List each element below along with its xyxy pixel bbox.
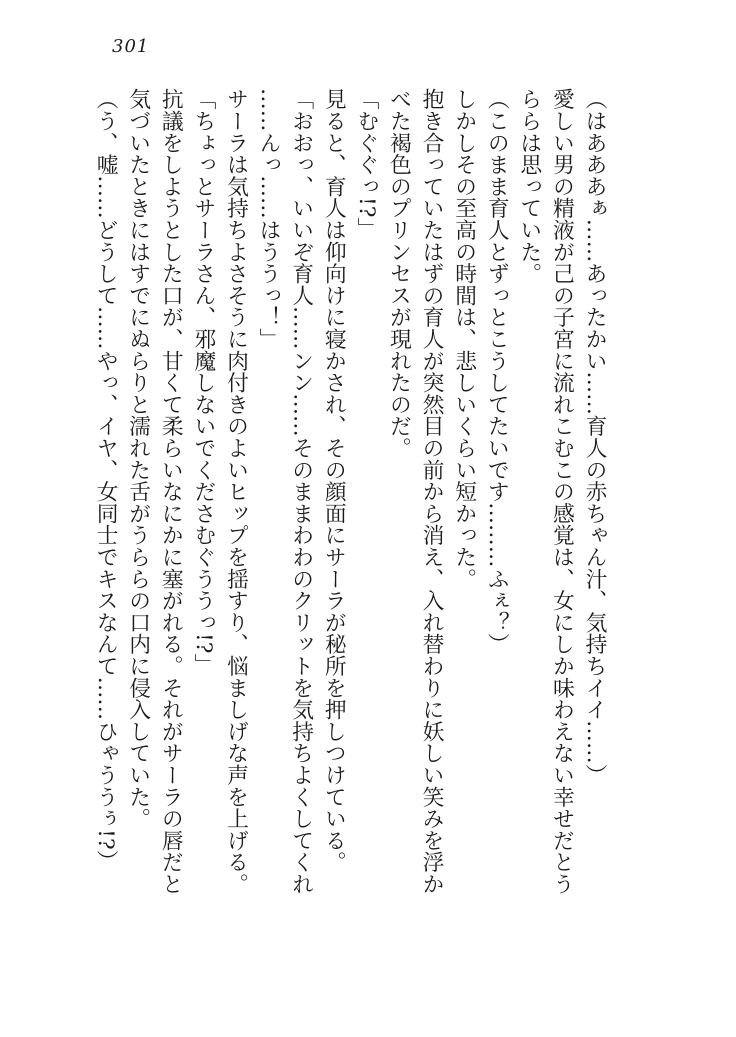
text-line: （はあああぁ……あったかい……育人の赤ちゃん汁、気持ちイイ……） <box>582 88 607 786</box>
text-line: サーラは気持ちよさそうに肉付きのよいヒップを揺すり、悩ましげな声を上げる。 <box>223 88 249 895</box>
text-line: 見ると、育人は仰向けに寝かされ、その顔面にサーラが秘所を押しつけている。 <box>321 88 347 873</box>
text-line: 「ちょっとサーラさん、邪魔しないでくださむぐううっ!?」 <box>190 88 216 676</box>
page-number: 301 <box>112 36 150 57</box>
body-text <box>89 88 611 988</box>
text-line: 抱き合っていたはずの育人が突然目の前から消え、入れ替わりに妖しい笑みを浮か <box>419 88 445 895</box>
text-line: （このまま育人とずっとこうしてたいです………ふぇ？） <box>484 88 510 655</box>
text-line: ららは思っていた。 <box>516 88 542 285</box>
text-line: （う、嘘……どうして……やっ、イヤ、女同士でキスなんて……ひゃううぅ!?） <box>93 88 119 872</box>
text-line: べた褐色のプリンセスが現れたのだ。 <box>386 88 412 459</box>
text-line: 「むぐぐっ!?」 <box>353 88 379 240</box>
text-line: 愛しい男の精液が己の子宮に流れこむこの感覚は、女にしか味わえない幸せだとう <box>549 88 575 895</box>
text-line: 気づいたときにはすでにぬらりと濡れた舌がうららの口内に侵入していた。 <box>125 88 151 830</box>
text-line: しかしその至高の時間は、悲しいくらい短かった。 <box>451 88 477 590</box>
text-line: 「おおっ、いいぞ育人……ンン……そのままわわのクリットを気持ちよくしてくれ <box>288 88 314 895</box>
text-line: ……んっ……はううっ！」 <box>256 88 282 350</box>
text-line: 抗議をしようとした口が、甘くて柔らいなにかに塞がれる。それがサーラの唇だと <box>158 88 184 895</box>
